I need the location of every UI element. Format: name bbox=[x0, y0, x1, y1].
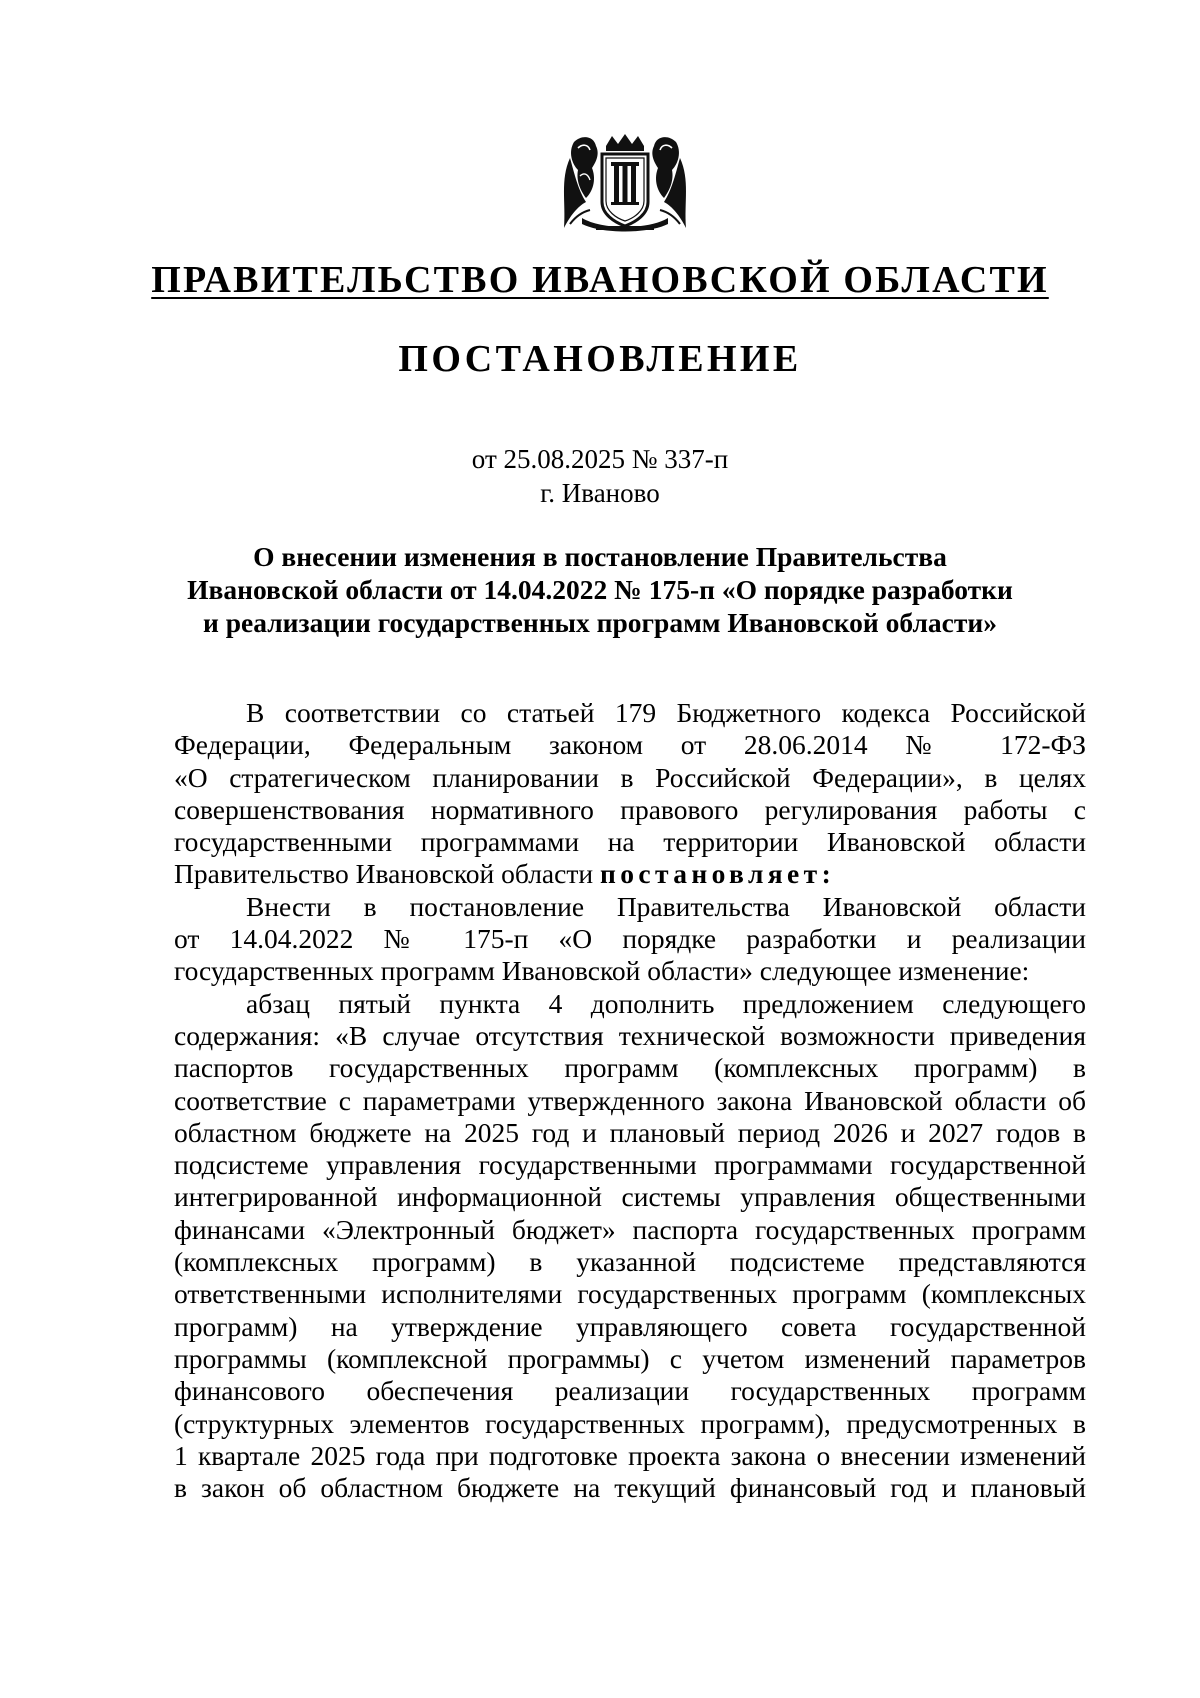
document-city: г. Иваново bbox=[540, 478, 660, 508]
body-line: паспортов государственных программ (комплексных программ) в bbox=[174, 1052, 1086, 1084]
body-line: областном бюджете на 2025 год и плановый период 2026 и 2027 годов в bbox=[174, 1116, 1086, 1148]
subject-line: и реализации государственных программ Ивановской области» bbox=[203, 607, 997, 638]
body-line: программ) на утверждение управляющего совета государственной bbox=[174, 1310, 1086, 1342]
body-line: программы (комплексной программы) с учетом изменений параметров bbox=[174, 1342, 1086, 1374]
organization-title: ПРАВИТЕЛЬСТВО ИВАНОВСКОЙ ОБЛАСТИ bbox=[151, 259, 1049, 301]
body-line: Внести в постановление Правительства Ивановской области bbox=[246, 890, 1086, 922]
subject-line: Ивановской области от 14.04.2022 № 175-п «О порядке разработки bbox=[187, 574, 1013, 605]
body-line: Федерации, Федеральным законом от 28.06.2014 № 172-ФЗ bbox=[174, 729, 1086, 761]
resolves-keyword: постановляет: bbox=[599, 858, 836, 890]
body-line: В соответствии со статьей 179 Бюджетного кодекса Российской bbox=[246, 697, 1086, 728]
body-line: в закон об областном бюджете на текущий финансовый год и плановый bbox=[174, 1472, 1086, 1504]
body-line: (структурных элементов государственных программ), предусмотренных в bbox=[174, 1407, 1086, 1439]
body-line: от 14.04.2022 № 175-п «О порядке разработки и реализации bbox=[174, 923, 1086, 955]
body-line: государственными программами на территории Ивановской области bbox=[174, 826, 1086, 858]
body-line: (комплексных программ) в указанной подсистеме представляются bbox=[174, 1246, 1086, 1278]
body-line: совершенствования нормативного правового регулирования работы с bbox=[174, 793, 1086, 825]
document-body bbox=[174, 697, 1086, 1504]
body-line: финансового обеспечения реализации государственных программ bbox=[174, 1375, 1086, 1407]
body-text: Правительство Ивановской области bbox=[174, 858, 600, 890]
body-line: соответствие с параметрами утвержденного закона Ивановской области об bbox=[174, 1084, 1086, 1116]
body-line bbox=[174, 858, 1086, 890]
body-line: государственных программ Ивановской области» следующее изменение: bbox=[174, 955, 1030, 987]
subject-line: О внесении изменения в постановление Правительства bbox=[253, 541, 947, 572]
body-line: интегрированной информационной системы управления общественными bbox=[174, 1181, 1086, 1213]
body-line: содержания: «В случае отсутствия технической возможности приведения bbox=[174, 1019, 1086, 1051]
body-line: финансами «Электронный бюджет» паспорта государственных программ bbox=[174, 1213, 1086, 1245]
body-line: «О стратегическом планировании в Российской Федерации», в целях bbox=[174, 761, 1086, 793]
body-line: ответственными исполнителями государственных программ (комплексных bbox=[174, 1278, 1086, 1310]
body-line: 1 квартале 2025 года при подготовке проекта закона о внесении изменений bbox=[174, 1439, 1086, 1471]
document-subject bbox=[150, 540, 1050, 639]
body-line: подсистеме управления государственными программами государственной bbox=[174, 1149, 1086, 1181]
document-date-number: от 25.08.2025 № 337-п bbox=[471, 444, 729, 474]
document-type-heading: ПОСТАНОВЛЕНИЕ bbox=[398, 338, 802, 380]
ivanovo-coat-of-arms-icon bbox=[556, 132, 694, 234]
body-line: абзац пятый пункта 4 дополнить предложением следующего bbox=[246, 987, 1086, 1019]
